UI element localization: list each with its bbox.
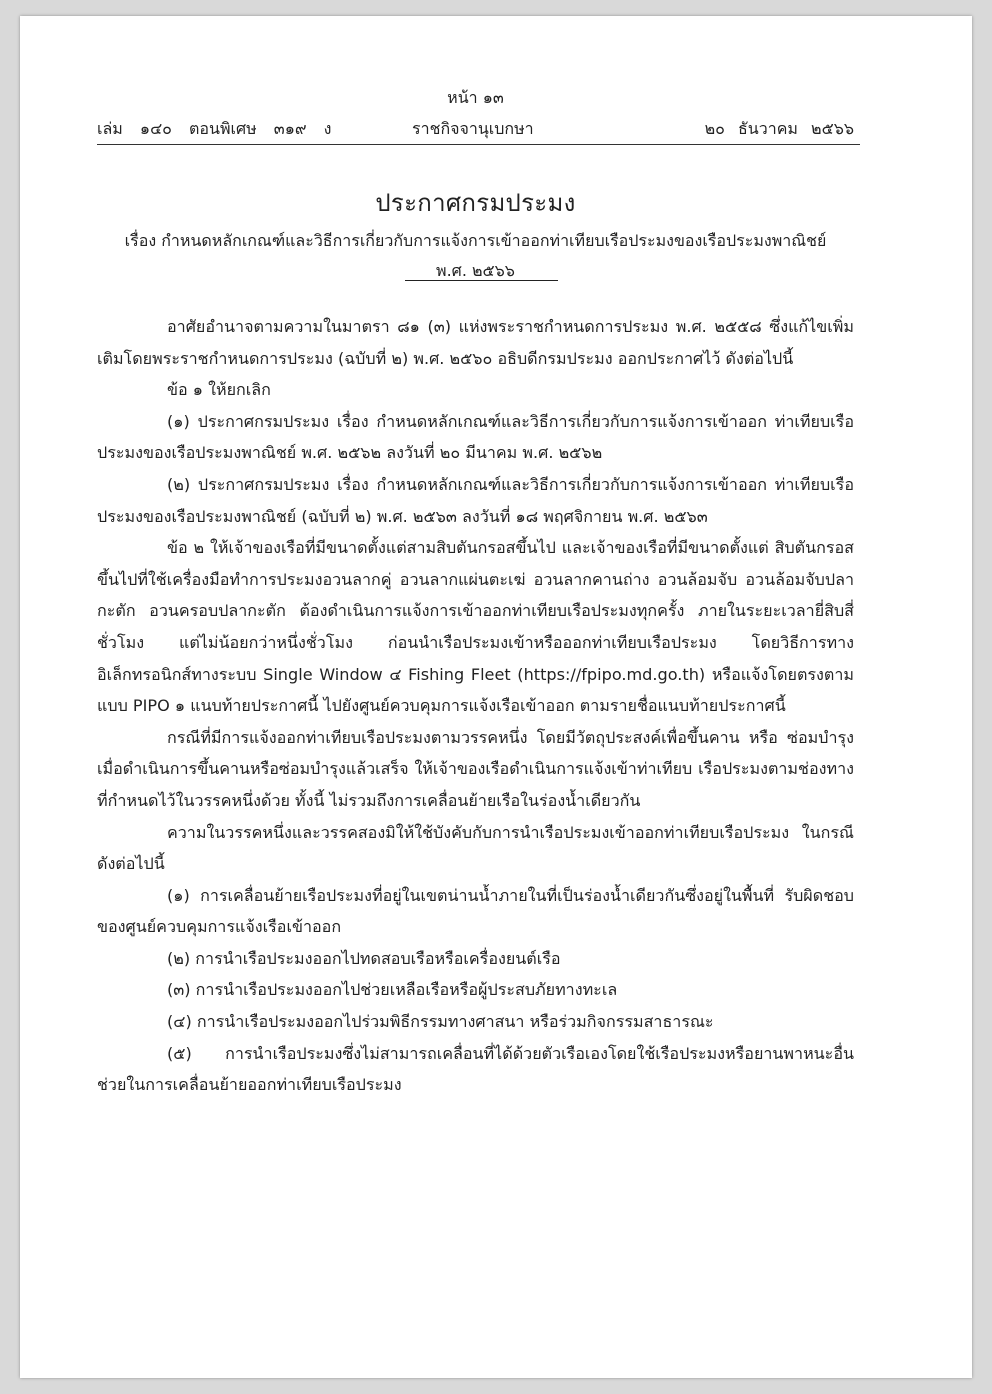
preamble-paragraph: อาศัยอำนาจตามความในมาตรา ๘๑ (๓) แห่งพระราชกำหนดการประมง พ.ศ. ๒๕๕๘ ซึ่งแก้ไขเพิ่มเติมโดยพระราชกำหนดการประมง (ฉบับที่ ๒) พ.ศ. ๒๕๖๐ อธิบดีกรมประมง ออกประกาศไว้ ดังต่อไปนี้: [97, 317, 854, 368]
clause-2-paragraph: ข้อ ๒ ให้เจ้าของเรือที่มีขนาดตั้งแต่สามสิบตันกรอสขึ้นไป และเจ้าของเรือที่มีขนาดตั้งแต่ สิบตันกรอสขึ้นไปที่ใช้เครื่องมือทำการประมงอวนลากคู่ อวนลากแผ่นตะเฆ่ อวนลากคานถ่าง อวนล้อมจับ อวนล้อมจับปลากะตัก อวนครอบปลากะตัก ต้องดำเนินการแจ้งการเข้าออกท่าเทียบเรือประมงทุกครั้ง ภายในระยะเวลายี่สิบสี่ชั่วโมง แต่ไม่น้อยกว่าหนึ่งชั่วโมง ก่อนนำเรือประมงเข้าหรือออกท่าเทียบเรือประมง โดยวิธีการทางอิเล็กทรอนิกส์ทางระบบ Single Window ๔ Fishing Fleet (https://fpipo.md.go.th) หรือแจ้งโดยตรงตามแบบ PIPO ๑ แนบท้ายประกาศนี้ ไปยังศูนย์ควบคุมการแจ้งเรือเข้าออก ตามรายชื่อแนบท้ายประกาศนี้: [97, 538, 854, 716]
document-subject: [97, 226, 854, 286]
volume-info: เล่ม ๑๔๐ ตอนพิเศษ ๓๑๙ ง: [97, 119, 332, 138]
clause-1-item-1: (๑) ประกาศกรมประมง เรื่อง กำหนดหลักเกณฑ์และวิธีการเกี่ยวกับการแจ้งการเข้าออก ท่าเทียบเรือประมงของเรือประมงพาณิชย์ พ.ศ. ๒๕๖๒ ลงวันที่ ๒๐ มีนาคม พ.ศ. ๒๕๖๒: [97, 411, 854, 463]
gazette-header: [97, 117, 854, 143]
clause-1-item-2: (๒) ประกาศกรมประมง เรื่อง กำหนดหลักเกณฑ์และวิธีการเกี่ยวกับการแจ้งการเข้าออก ท่าเทียบเรือประมงของเรือประมงพาณิชย์ (ฉบับที่ ๒) พ.ศ. ๒๕๖๓ ลงวันที่ ๑๘ พฤศจิกายน พ.ศ. ๒๕๖๓: [97, 474, 854, 526]
subject-line: เรื่อง กำหนดหลักเกณฑ์และวิธีการเกี่ยวกับการแจ้งการเข้าออกท่าเทียบเรือประมงของเรือประมงพาณิชย์: [124, 231, 827, 250]
page-number: หน้า ๑๓: [447, 88, 504, 107]
exception-item-3: (๓) การนำเรือประมงออกไปช่วยเหลือเรือหรือผู้ประสบภัยทางทะเล: [167, 980, 618, 1000]
clause-2-paragraph-3: ความในวรรคหนึ่งและวรรคสองมิให้ใช้บังคับกับการนำเรือประมงเข้าออกท่าเทียบเรือประมง ในกรณี ดังต่อไปนี้: [97, 822, 854, 874]
clause-2-paragraph-2: กรณีที่มีการแจ้งออกท่าเทียบเรือประมงตามวรรคหนึ่ง โดยมีวัตถุประสงค์เพื่อขึ้นคาน หรือ ซ่อมบำรุง เมื่อดำเนินการขึ้นคานหรือซ่อมบำรุงแล้วเสร็จ ให้เจ้าของเรือดำเนินการแจ้งเข้าท่าเทียบ เรือประมงตามช่องทางที่กำหนดไว้ในวรรคหนึ่งด้วย ทั้งนี้ ไม่รวมถึงการเคลื่อนย้ายเรือในร่องน้ำเดียวกัน: [97, 727, 854, 810]
title-divider: [405, 280, 558, 281]
exception-item-2: (๒) การนำเรือประมงออกไปทดสอบเรือหรือเครื่องยนต์เรือ: [167, 948, 561, 968]
exception-item-5: (๕) การนำเรือประมงซึ่งไม่สามารถเคลื่อนที่ได้ด้วยตัวเรือเองโดยใช้เรือประมงหรือยานพาหนะอื่น ช่วยในการเคลื่อนย้ายออกท่าเทียบเรือประมง: [97, 1043, 854, 1095]
subject-year: พ.ศ. ๒๕๖๖: [436, 261, 515, 280]
header-divider: [97, 144, 860, 145]
clause-1-heading: ข้อ ๑ ให้ยกเลิก: [167, 380, 271, 400]
document-title: ประกาศกรมประมง: [375, 189, 576, 217]
gazette-name: ราชกิจจานุเบกษา: [412, 119, 534, 138]
exception-item-4: (๔) การนำเรือประมงออกไปร่วมพิธีกรรมทางศาสนา หรือร่วมกิจกรรมสาธารณะ: [167, 1012, 714, 1032]
publication-date: ๒๐ ธันวาคม ๒๕๖๖: [704, 119, 854, 138]
exception-item-1: (๑) การเคลื่อนย้ายเรือประมงที่อยู่ในเขตน่านน้ำภายในที่เป็นร่องน้ำเดียวกันซึ่งอยู่ในพื้นที่ รับผิดชอบของศูนย์ควบคุมการแจ้งเรือเข้าออก: [97, 885, 854, 937]
document-body: [97, 311, 854, 1101]
